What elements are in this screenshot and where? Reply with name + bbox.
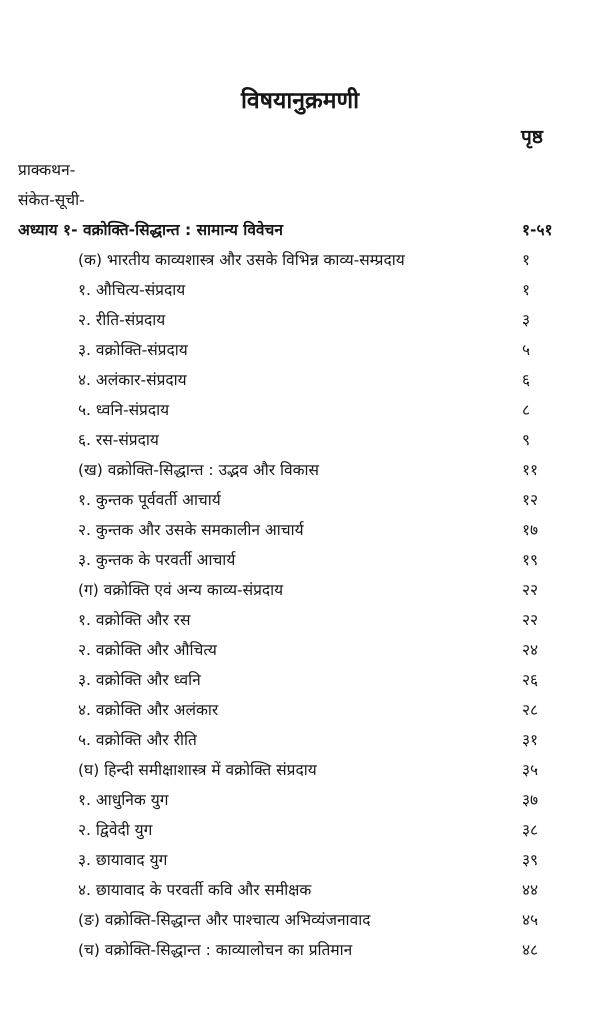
- toc-entry-text: १. आधुनिक युग: [78, 791, 169, 809]
- toc-page-number: ३: [522, 311, 531, 329]
- toc-row-subsection: [0, 365, 600, 395]
- toc-page-number: २४: [522, 641, 539, 659]
- toc-page-number: २६: [522, 671, 539, 689]
- toc-row-subsection: [0, 395, 600, 425]
- toc-entry-text: (ग) वक्रोक्ति एवं अन्य काव्य-संप्रदाय: [78, 581, 284, 599]
- toc-page-number: ८: [522, 401, 531, 419]
- toc-page-number: ३१: [522, 731, 539, 749]
- toc-row-abbreviations: [0, 185, 600, 215]
- toc-entry-text: (ङ) वक्रोक्ति-सिद्धान्त और पाश्चात्य अभिव्यंजनावाद: [78, 911, 371, 929]
- toc-page-number: १२: [522, 491, 539, 509]
- toc-row-subsection: [0, 545, 600, 575]
- toc-entry-text: ४. छायावाद के परवर्ती कवि और समीक्षक: [78, 881, 312, 899]
- toc-row-subsection: [0, 275, 600, 305]
- toc-row-subsection: [0, 785, 600, 815]
- toc-row-subsection: [0, 665, 600, 695]
- toc-entry-text: प्राक्कथन-: [18, 161, 76, 179]
- toc-row-section: [0, 245, 600, 275]
- toc-row-subsection: [0, 845, 600, 875]
- toc-entry-text: (क) भारतीय काव्यशास्त्र और उसके विभिन्न काव्य-सम्प्रदाय: [78, 251, 405, 269]
- toc-page-number: १७: [522, 521, 539, 539]
- toc-page-number: ५: [522, 341, 531, 359]
- toc-entry-text: ३. कुन्तक के परवर्ती आचार्य: [78, 551, 236, 569]
- toc-page-number: ३५: [522, 761, 539, 779]
- toc-row-section: [0, 575, 600, 605]
- toc-entry-text: ३. वक्रोक्ति-संप्रदाय: [78, 341, 188, 359]
- toc-page-number: २८: [522, 701, 539, 719]
- toc-row-section: [0, 905, 600, 935]
- toc-row-section: [0, 455, 600, 485]
- toc-page-number: २२: [522, 581, 539, 599]
- toc-entry-text: ४. वक्रोक्ति और अलंकार: [78, 701, 219, 719]
- page-title: विषयानुक्रमणी: [240, 88, 360, 114]
- toc-page-number: ४५: [522, 911, 539, 929]
- toc-row-subsection: [0, 485, 600, 515]
- toc-entry-text: १. कुन्तक पूर्ववर्ती आचार्य: [78, 491, 221, 509]
- toc-page-number: ३९: [522, 851, 539, 869]
- toc-page-number: १: [522, 251, 531, 269]
- toc-entry-text: संकेत-सूची-: [18, 191, 85, 209]
- toc-page-number: ४८: [522, 941, 539, 959]
- toc-row-subsection: [0, 305, 600, 335]
- toc-entry-text: ३. छायावाद युग: [78, 851, 168, 869]
- toc-row-subsection: [0, 875, 600, 905]
- toc-entry-text: (ख) वक्रोक्ति-सिद्धान्त : उद्भव और विकास: [78, 461, 319, 479]
- toc-entry-text: २. द्विवेदी युग: [78, 821, 153, 839]
- toc-row-subsection: [0, 635, 600, 665]
- toc-row-preface: [0, 155, 600, 185]
- toc-entry-text: १. वक्रोक्ति और रस: [78, 611, 191, 629]
- toc-row-subsection: [0, 605, 600, 635]
- toc-row-subsection: [0, 815, 600, 845]
- toc-page-number: ३७: [522, 791, 539, 809]
- toc-entry-text: ४. अलंकार-संप्रदाय: [78, 371, 187, 389]
- toc-entry-text: २. कुन्तक और उसके समकालीन आचार्य: [78, 521, 304, 539]
- toc-entry-text: २. रीति-संप्रदाय: [78, 311, 166, 329]
- toc-entry-text: (च) वक्रोक्ति-सिद्धान्त : काव्यालोचन का प्रतिमान: [78, 941, 353, 959]
- toc-entry-text: ५. वक्रोक्ति और रीति: [78, 731, 197, 749]
- toc-entry-text: २. वक्रोक्ति और औचित्य: [78, 641, 217, 659]
- toc-row-subsection: [0, 515, 600, 545]
- toc-row-subsection: [0, 695, 600, 725]
- toc-entry-text: ५. ध्वनि-संप्रदाय: [78, 401, 170, 419]
- toc-row-subsection: [0, 425, 600, 455]
- toc-entry-text: (घ) हिन्दी समीक्षाशास्त्र में वक्रोक्ति संप्रदाय: [78, 761, 317, 779]
- toc-row-subsection: [0, 335, 600, 365]
- toc-page-number: १-५१: [522, 221, 553, 239]
- toc-page-number: ९: [522, 431, 531, 449]
- toc-page-number: २२: [522, 611, 539, 629]
- toc-row-chapter-1: [0, 215, 600, 245]
- toc-entry-text: ६. रस-संप्रदाय: [78, 431, 159, 449]
- toc-row-section: [0, 935, 600, 965]
- toc-page-number: ११: [522, 461, 539, 479]
- toc-page-number: ३८: [522, 821, 539, 839]
- page-column-header: पृष्ठ: [521, 126, 543, 148]
- toc-entry-text: ३. वक्रोक्ति और ध्वनि: [78, 671, 201, 689]
- toc-row-section: [0, 755, 600, 785]
- toc-entry-text: अध्याय १- वक्रोक्ति-सिद्धान्त : सामान्य विवेचन: [18, 221, 283, 239]
- toc-page-number: १९: [522, 551, 539, 569]
- toc-row-subsection: [0, 725, 600, 755]
- toc-entry-text: १. औचित्य-संप्रदाय: [78, 281, 186, 299]
- toc-page-number: ६: [522, 371, 531, 389]
- toc-page-number: ४४: [522, 881, 539, 899]
- toc-page-number: १: [522, 281, 531, 299]
